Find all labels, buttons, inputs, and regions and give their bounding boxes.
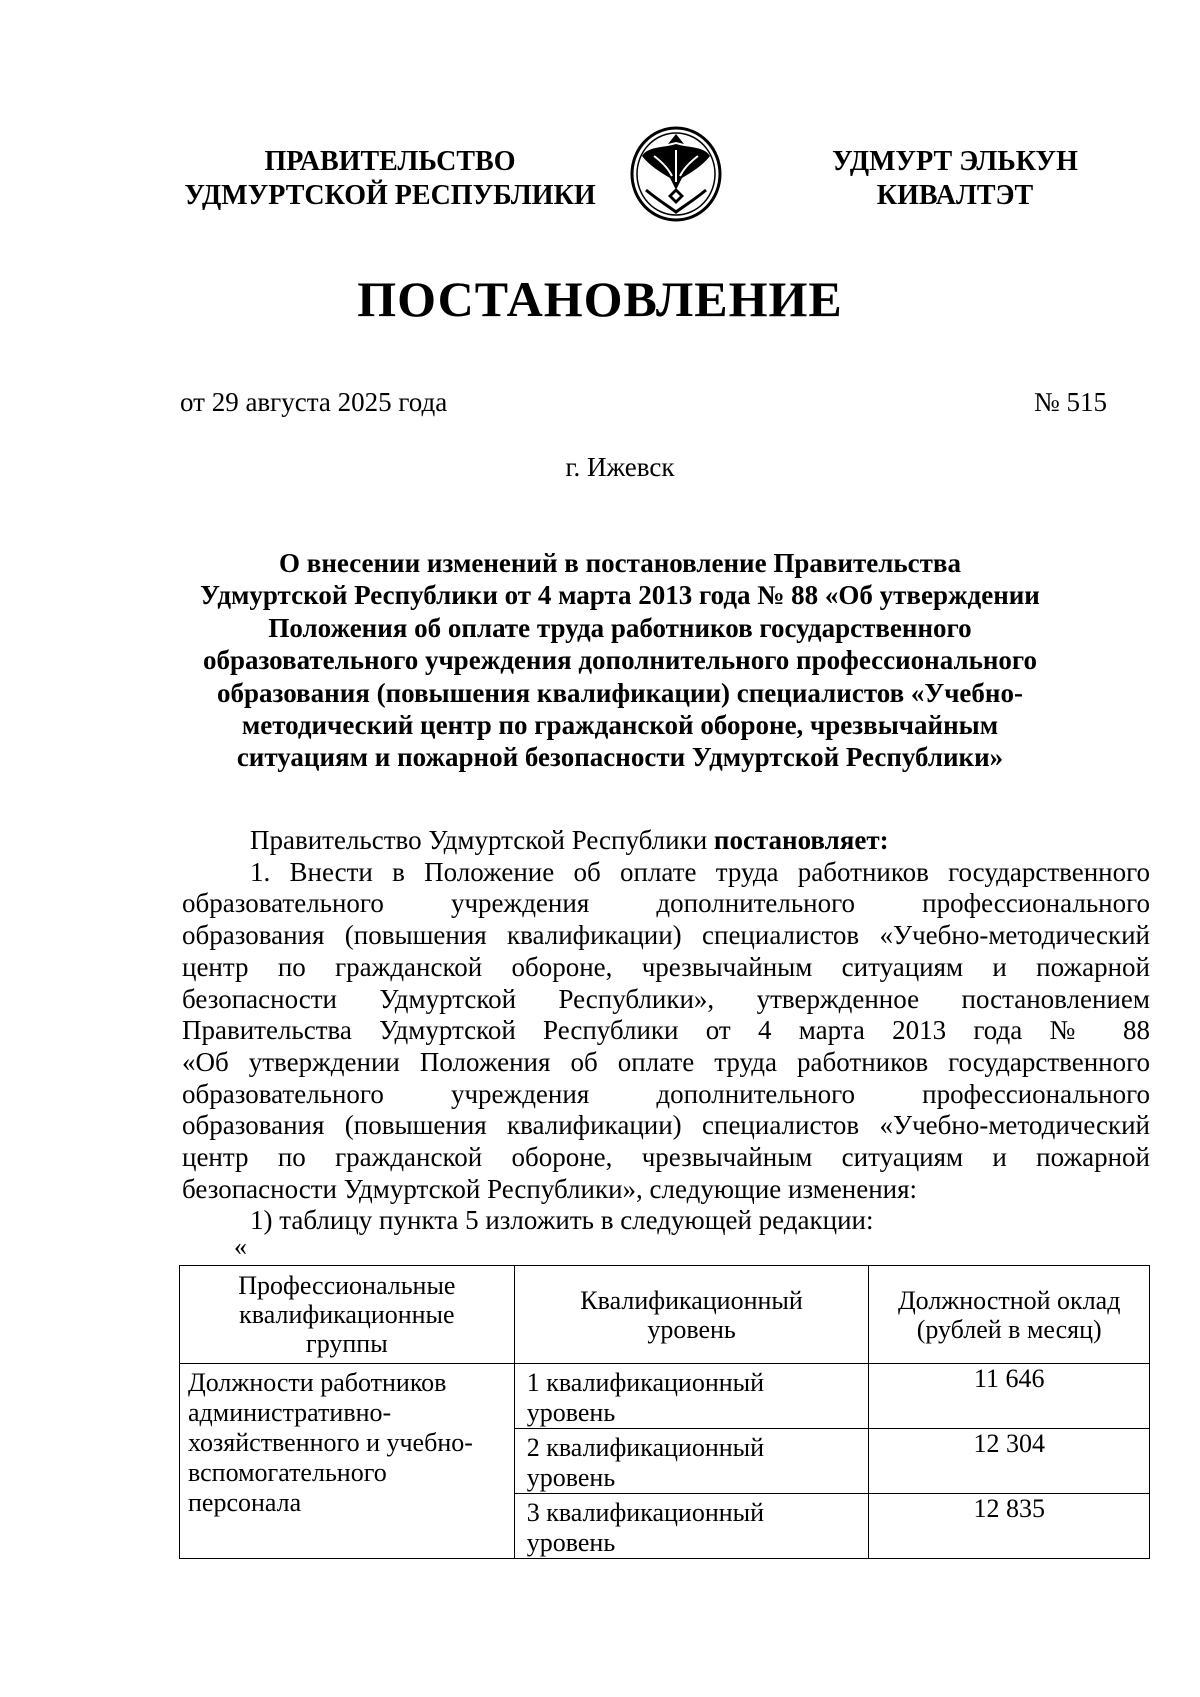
document-title bbox=[180, 547, 1060, 774]
header-line: (рублей в месяц) bbox=[916, 1314, 1102, 1344]
header-cell bbox=[869, 1266, 1150, 1364]
body-line: 1. Внести в Положение об оплате труда работников государственного bbox=[250, 856, 1150, 887]
table-header-row bbox=[180, 1266, 1150, 1364]
body-line: центр по гражданской обороне, чрезвычайным ситуациям и пожарной bbox=[182, 951, 1150, 982]
document-number: № 515 bbox=[1033, 387, 1107, 417]
salary-cell: 12 304 bbox=[869, 1429, 1150, 1494]
body-line: образования (повышения квалификации) специалистов «Учебно-методический bbox=[182, 1110, 1150, 1141]
header-line: Профессиональные bbox=[238, 1271, 456, 1300]
document-city: г. Ижевск bbox=[565, 452, 675, 482]
title-line: образования (повышения квалификации) специалистов «Учебно- bbox=[217, 677, 1023, 708]
group-line: вспомогательного bbox=[188, 1458, 387, 1487]
body-line: образования (повышения квалификации) специалистов «Учебно-методический bbox=[182, 920, 1150, 951]
body-line: безопасности Удмуртской Республики», утвержденное постановлением bbox=[182, 983, 1150, 1014]
udmurt-coat-of-arms-icon bbox=[624, 120, 728, 224]
document-date: от 29 августа 2025 года bbox=[180, 387, 448, 417]
level-line: 3 квалификационный bbox=[526, 1498, 765, 1527]
title-line: О внесении изменений в постановление Правительства bbox=[279, 548, 961, 578]
title-line: Положения об оплате труда работников государственного bbox=[268, 612, 972, 643]
document-body bbox=[182, 825, 1150, 1237]
level-line: 2 квалификационный bbox=[526, 1433, 765, 1462]
level-line: уровень bbox=[526, 1528, 616, 1557]
group-cell bbox=[180, 1364, 515, 1559]
title-line: образовательного учреждения дополнительного профессионального bbox=[202, 645, 1038, 676]
org-name-line: УДМУРТСКОЙ РЕСПУБЛИКИ bbox=[184, 180, 596, 211]
header-line: Квалификационный bbox=[580, 1285, 803, 1315]
body-line: центр по гражданской обороне, чрезвычайным ситуациям и пожарной bbox=[182, 1142, 1150, 1173]
decree-intro bbox=[182, 825, 1150, 857]
level-line: 1 квалификационный bbox=[526, 1368, 765, 1397]
level-line: уровень bbox=[526, 1398, 616, 1427]
org-name-line: ПРАВИТЕЛЬСТВО bbox=[264, 146, 516, 177]
level-cell bbox=[514, 1429, 869, 1494]
header-cell bbox=[514, 1266, 869, 1364]
intro-bold-text: постановляет: bbox=[713, 825, 889, 855]
level-cell bbox=[514, 1494, 869, 1559]
group-line: Должности работников bbox=[188, 1368, 447, 1397]
title-line: ситуациям и пожарной безопасности Удмуртской Республики» bbox=[236, 742, 1004, 773]
body-line: образовательного учреждения дополнительного профессионального bbox=[182, 1078, 1150, 1109]
title-line: методический центр по гражданской обороне, чрезвычайным bbox=[241, 710, 999, 741]
org-name-russian bbox=[170, 145, 610, 213]
quote-open-mark: « bbox=[234, 1232, 247, 1261]
amendment-item: 1) таблицу пункта 5 изложить в следующей редакции: bbox=[250, 1205, 874, 1236]
header-line: квалификационные bbox=[239, 1300, 455, 1329]
intro-text: Правительство Удмуртской Республики bbox=[250, 825, 714, 855]
table-row bbox=[180, 1364, 1150, 1429]
body-line: образовательного учреждения дополнительного профессионального bbox=[182, 888, 1150, 919]
level-line: уровень bbox=[526, 1463, 616, 1492]
document-type: ПОСТАНОВЛЕНИЕ bbox=[357, 271, 843, 327]
title-line: Удмуртской Республики от 4 марта 2013 года № 88 «Об утверждении bbox=[200, 580, 1040, 611]
org-name-line: УДМУРТ ЭЛЬКУН bbox=[832, 146, 1078, 177]
body-line: «Об утверждении Положения об оплате труда работников государственного bbox=[182, 1046, 1150, 1077]
header-cell bbox=[180, 1266, 515, 1364]
header-line: уровень bbox=[647, 1314, 736, 1344]
header-line: группы bbox=[306, 1329, 388, 1358]
body-line: безопасности Удмуртской Республики», следующие изменения: bbox=[182, 1173, 918, 1204]
org-name-line: КИВАЛТЭТ bbox=[876, 180, 1034, 211]
group-line: хозяйственного и учебно- bbox=[188, 1428, 473, 1457]
group-line: персонала bbox=[188, 1488, 302, 1517]
salary-cell: 11 646 bbox=[869, 1364, 1150, 1429]
salary-table bbox=[179, 1265, 1150, 1559]
body-line: Правительства Удмуртской Республики от 4 марта 2013 года № 88 bbox=[182, 1015, 1150, 1046]
header-line: Должностной оклад bbox=[897, 1285, 1121, 1315]
group-line: административно- bbox=[188, 1398, 392, 1427]
org-name-udmurt bbox=[815, 145, 1095, 213]
level-cell bbox=[514, 1364, 869, 1429]
salary-cell: 12 835 bbox=[869, 1494, 1150, 1559]
